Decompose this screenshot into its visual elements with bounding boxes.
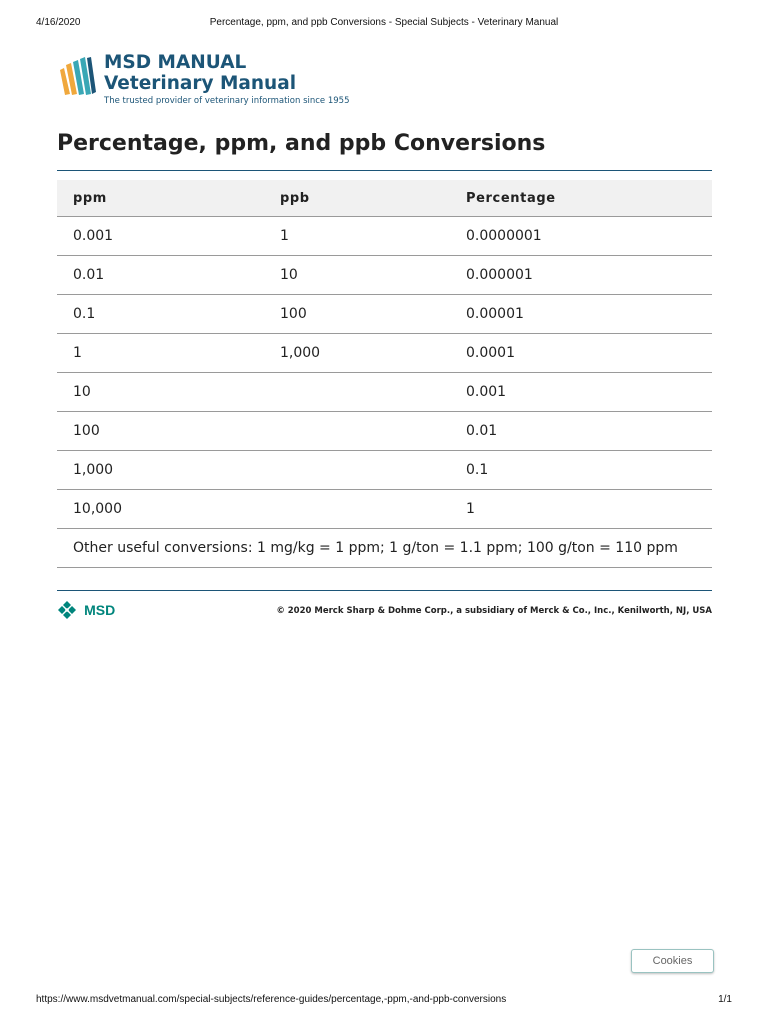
table-row xyxy=(57,256,712,295)
ppb-cell: 1 xyxy=(264,217,450,256)
page-title: Percentage, ppm, and ppb Conversions xyxy=(57,131,546,156)
stacked-books-icon xyxy=(57,56,97,96)
ppb-cell xyxy=(264,451,450,490)
brand-text xyxy=(104,53,350,107)
table-note-row xyxy=(57,529,712,568)
brand-tagline: The trusted provider of veterinary information since 1955 xyxy=(104,96,350,106)
column-header-ppm: ppm xyxy=(57,180,264,217)
percentage-cell: 0.001 xyxy=(450,373,712,412)
percentage-cell: 0.0000001 xyxy=(450,217,712,256)
percentage-cell: 0.1 xyxy=(450,451,712,490)
percentage-cell: 0.00001 xyxy=(450,295,712,334)
ppb-cell xyxy=(264,412,450,451)
print-footer xyxy=(36,994,732,1008)
table-row xyxy=(57,373,712,412)
print-header xyxy=(36,17,732,31)
table-note: Other useful conversions: 1 mg/kg = 1 ppm; 1 g/ton = 1.1 ppm; 100 g/ton = 110 ppm xyxy=(57,529,712,568)
footer-divider xyxy=(57,590,712,591)
table-row xyxy=(57,295,712,334)
ppb-cell xyxy=(264,490,450,529)
ppb-cell: 10 xyxy=(264,256,450,295)
ppm-cell: 1,000 xyxy=(57,451,264,490)
msd-logo[interactable] xyxy=(57,599,115,619)
ppm-cell: 0.001 xyxy=(57,217,264,256)
table-row xyxy=(57,451,712,490)
ppm-cell: 0.1 xyxy=(57,295,264,334)
table-header-row xyxy=(57,180,712,217)
msd-logo-text: MSD xyxy=(84,601,116,618)
brand-subname: Veterinary Manual xyxy=(104,73,297,94)
ppm-cell: 100 xyxy=(57,412,264,451)
percentage-cell: 0.0001 xyxy=(450,334,712,373)
table-row xyxy=(57,217,712,256)
print-document-title: Percentage, ppm, and ppb Conversions - Special Subjects - Veterinary Manual xyxy=(209,17,559,28)
ppm-cell: 10 xyxy=(57,373,264,412)
page-number: 1/1 xyxy=(718,994,732,1005)
column-header-percentage: Percentage xyxy=(450,180,712,217)
title-divider xyxy=(57,170,712,171)
ppm-cell: 0.01 xyxy=(57,256,264,295)
brand-name: MSD MANUAL xyxy=(104,52,247,73)
print-date: 4/16/2020 xyxy=(36,17,81,28)
copyright-notice: © 2020 Merck Sharp & Dohme Corp., a subsidiary of Merck & Co., Inc., Kenilworth, NJ, USA xyxy=(276,606,712,616)
ppb-cell: 1,000 xyxy=(264,334,450,373)
conversion-table xyxy=(57,180,712,568)
msd-cross-icon xyxy=(57,600,77,620)
table-row xyxy=(57,412,712,451)
table-row xyxy=(57,490,712,529)
ppm-cell: 1 xyxy=(57,334,264,373)
cookies-button[interactable]: Cookies xyxy=(631,949,714,973)
table-row xyxy=(57,334,712,373)
percentage-cell: 0.000001 xyxy=(450,256,712,295)
ppm-cell: 10,000 xyxy=(57,490,264,529)
page-url: https://www.msdvetmanual.com/special-subjects/reference-guides/percentage,-ppm,-and-ppb-conversions xyxy=(36,994,507,1005)
percentage-cell: 0.01 xyxy=(450,412,712,451)
ppb-cell xyxy=(264,373,450,412)
ppb-cell: 100 xyxy=(264,295,450,334)
column-header-ppb: ppb xyxy=(264,180,450,217)
percentage-cell: 1 xyxy=(450,490,712,529)
